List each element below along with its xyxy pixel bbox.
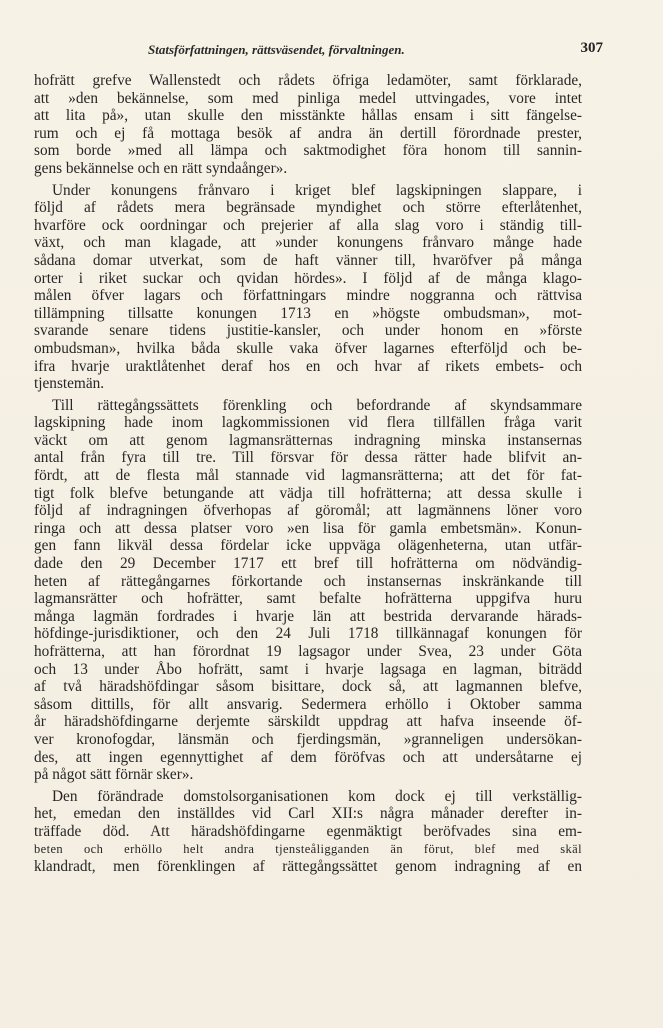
page-number: 307 — [580, 40, 603, 56]
text-line: sådana domar utverkat, som de haft vänner till, hvaröfver på många — [34, 251, 582, 269]
text-line: att lita på», utan skulle den misstänkte hållas ensam i sitt fängelse- — [34, 107, 582, 125]
text-line: såsom dittills, för allt ansvarig. Sedermera erhöllo i Oktober samma — [34, 695, 582, 713]
text-line: hofrätterna, att han förordnat 19 lagsagor under Svea, 23 under Göta — [34, 643, 582, 660]
text-line: gen fann likväl dessa fördelar icke uppväga olägenheterna, utan utfär- — [34, 537, 582, 555]
running-title: Statsförfattningen, rättsväsendet, förvaltningen. — [148, 42, 405, 57]
text-line: ringa och att dessa platser voro »en lisa för gamla embetsmän». Konun- — [34, 519, 582, 537]
text-line: växt, och man klagade, att »under konungens frånvaro månge hade — [34, 234, 582, 252]
text-line: följd af indragningen öfverhopas af göromål; att lagmännens löner voro — [34, 502, 582, 520]
paragraph — [34, 182, 582, 393]
text-line: träffade död. Att häradshöfdingarne egenmäktigt beröfvades sina em- — [34, 822, 582, 840]
text-line: ver kronofogdar, länsmän och fjerdingsmän, »granneligen undersökan- — [34, 730, 582, 748]
paragraph — [34, 788, 582, 876]
text-line: år häradshöfdingarne derjemte särskildt uppdrag att hafva inseende öf- — [34, 713, 582, 731]
text-line: antal från fyra till tre. Till försvar för dessa rätter hade blifvit an- — [34, 449, 582, 467]
text-line: väckt om att genom lagmansrätternas indragning minska instansernas — [34, 431, 582, 449]
text-line: och 13 under Åbo hofrätt, samt i hvarje lagsaga en lagman, biträdd — [34, 660, 582, 678]
text-line: på något sätt förnär sker». — [34, 766, 194, 784]
text-line: hofrätt grefve Wallenstedt och rådets öfriga ledamöter, samt förklarade, — [34, 72, 582, 89]
text-line: ifra hvarje uraktlåtenhet deraf hos en och hvar af rikets embets- och — [34, 357, 582, 375]
text-line: beten och erhöllo helt andra tjensteåligganden än förut, blef med skäl — [34, 841, 582, 856]
text-line: fördt, att de flesta mål stannade vid lagmansrätterna; att det för fat- — [34, 467, 582, 485]
text-line: att »den bekännelse, som med pinliga medel uttvingades, vore intet — [34, 89, 582, 107]
text-line: gens bekännelse och en rätt syndaånger». — [34, 159, 288, 177]
text-line: följd af rådets mera begränsade myndighet och större efterlåtenhet, — [34, 199, 582, 217]
text-line: Under konungens frånvaro i kriget blef lagskipningen slappare, i — [52, 181, 582, 199]
text-line: dade den 29 December 1717 ett bref till hofrätterna om nödvändig- — [34, 555, 582, 573]
text-line: Till rättegångssättets förenkling och befordrande af skyndsammare — [52, 396, 582, 414]
text-line: ombudsman», hvilka båda skulle vaka öfver lagarnes efterföljd och be- — [34, 339, 582, 357]
text-line: höfdinge-jurisdiktioner, och den 24 Juli 1718 tillkännagaf konungen för — [34, 625, 582, 643]
text-line: många lagmän fordrades i hvarje län att bestrida dervarande härads- — [34, 607, 582, 625]
text-line: af två häradshöfdingar såsom bisittare, dock så, att lagmannen blefve, — [34, 678, 582, 696]
text-line: heten af rättegångarnes förkortande och instansernas inskränkande till — [34, 572, 582, 590]
text-line: tillämpning tillsatte konungen 1713 en »högste ombudsman», mot- — [34, 304, 582, 322]
paragraph — [34, 397, 582, 784]
text-line: lagskipning hade inom lagkommissionen vid flera tillfällen fråga varit — [34, 414, 582, 432]
text-line: klandradt, men förenklingen af rättegångssättet genom indragning af en — [34, 858, 582, 876]
paragraph — [34, 72, 582, 178]
text-line: hvarföre ock oordningar och prejerier af alla slag voro i ständig till- — [34, 216, 582, 234]
text-line: lagmansrätter och hofrätter, samt befalte hofrätterna uppgifva huru — [34, 590, 582, 608]
text-line: rum och ej få mottaga besök af andra än dertill förordnade prester, — [34, 124, 582, 142]
text-line: svarande senare tidens justitie-kansler, och under honom en »förste — [34, 322, 582, 340]
text-line: des, att ingen egennyttighet af dem föröfvas och att undersåtarne ej — [34, 748, 582, 766]
text-line: Den förändrade domstolsorganisationen kom dock ej till verkställig- — [52, 787, 582, 805]
text-line: tigt folk blefve betungande att vädja till hofrätterna; att dessa skulle i — [34, 484, 582, 502]
page-header — [32, 40, 603, 64]
text-line: målen öfver lagars och författningars mindre noggranna och rättvisa — [34, 287, 582, 305]
text-line: het, emedan den inställdes vid Carl XII:s några månader derefter in- — [34, 805, 582, 823]
text-line: som borde »med all lämpa och saktmodighet föra honom till sannin- — [34, 142, 582, 160]
body-text — [34, 72, 582, 876]
text-line: tjenstemän. — [34, 375, 105, 393]
text-line: orter i riket suckar och qvidan hördes». I följd af de många klago- — [34, 269, 582, 287]
